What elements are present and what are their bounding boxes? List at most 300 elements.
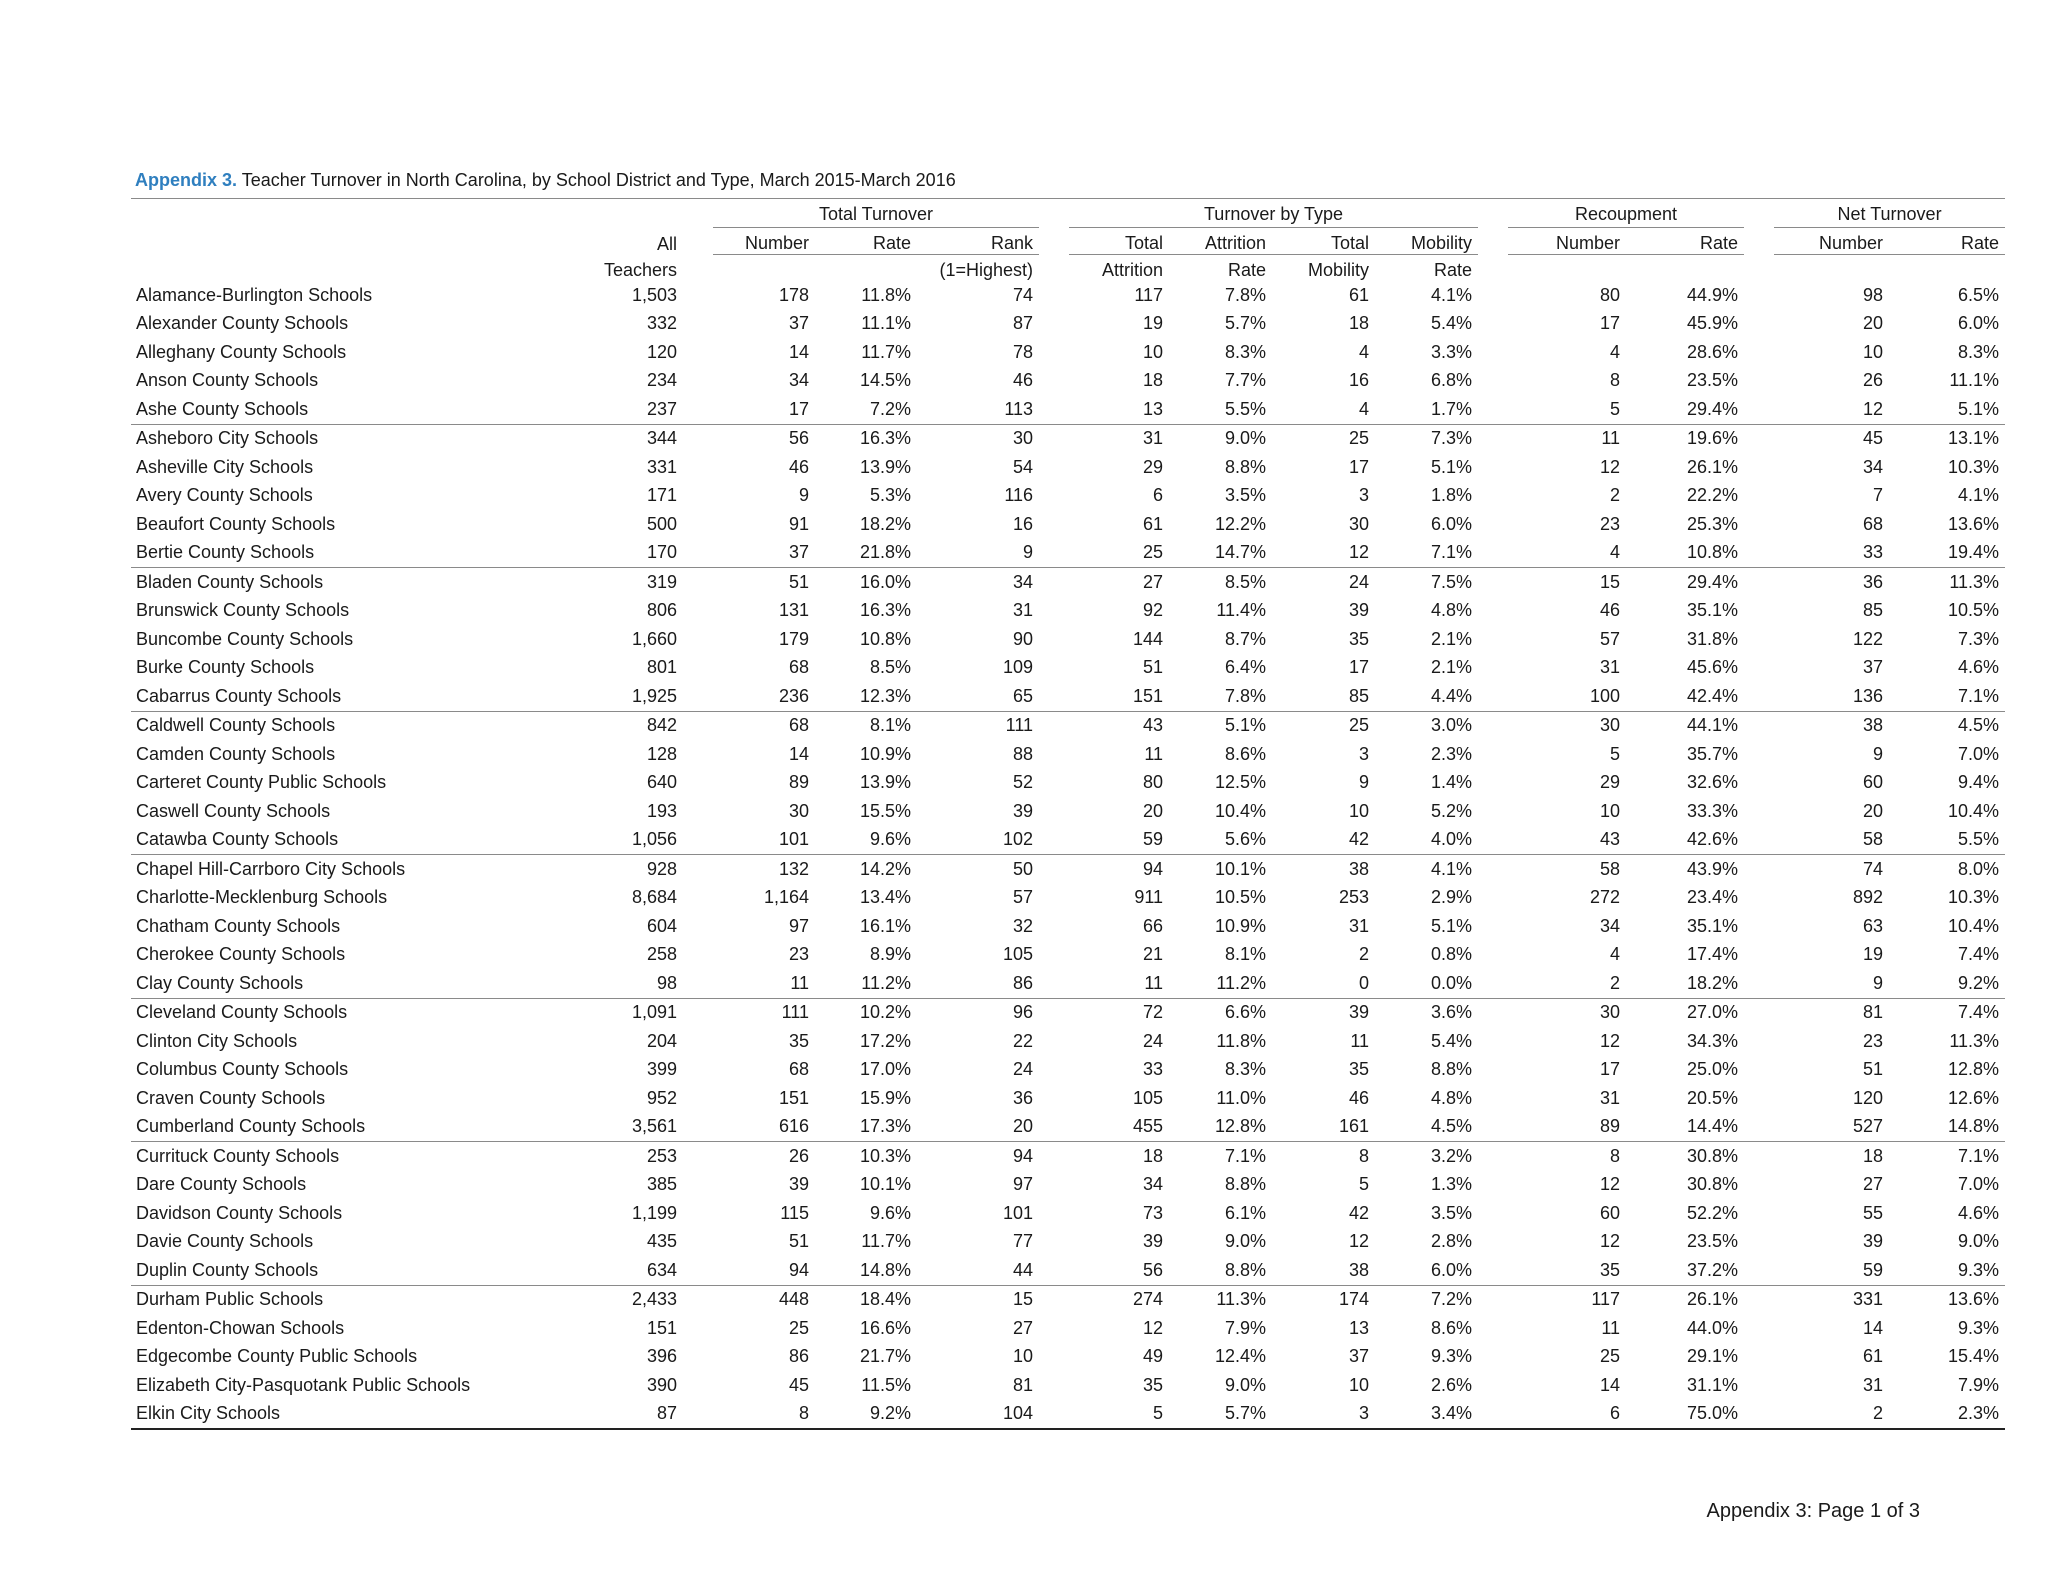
spacer-cell bbox=[1478, 1056, 1508, 1085]
total-rate: 16.1% bbox=[859, 915, 911, 936]
spacer-cell bbox=[1039, 1256, 1069, 1285]
net-rate: 13.6% bbox=[1948, 1289, 2000, 1310]
spacer-cell bbox=[1039, 1171, 1069, 1200]
page-footer: Appendix 3: Page 1 of 3 bbox=[1706, 1500, 1920, 1522]
total-mobility: 13 bbox=[1348, 1317, 1370, 1338]
mobility-rate: 4.5% bbox=[1375, 1113, 1478, 1142]
total-attrition: 18 bbox=[1142, 370, 1164, 391]
total-rate: 11.1% bbox=[861, 313, 911, 334]
net-rate: 10.5% bbox=[1948, 600, 2000, 621]
total-number: 236 bbox=[713, 682, 815, 711]
all-teachers: 1,660 bbox=[631, 628, 677, 649]
total-mobility: 38 bbox=[1272, 1256, 1375, 1285]
recoup-rate: 22.2% bbox=[1686, 485, 1739, 506]
header-net-rate: Rate bbox=[1961, 233, 2000, 253]
spacer-cell bbox=[683, 1256, 713, 1285]
spacer-cell bbox=[1478, 969, 1508, 998]
mobility-rate: 6.0% bbox=[1431, 513, 1473, 534]
spacer-cell bbox=[683, 510, 713, 539]
district-name: Brunswick County Schools bbox=[136, 600, 350, 621]
spacer-cell bbox=[1039, 1285, 1069, 1314]
net-rate: 4.1% bbox=[1958, 485, 2000, 506]
net-number: 527 bbox=[1774, 1113, 1889, 1142]
net-number: 36 bbox=[1863, 571, 1884, 592]
net-number: 10 bbox=[1863, 341, 1884, 362]
total-attrition: 72 bbox=[1142, 1002, 1164, 1023]
net-number: 26 bbox=[1863, 370, 1884, 391]
total-attrition: 13 bbox=[1069, 395, 1169, 424]
table-row bbox=[131, 998, 2005, 1027]
spacer-cell bbox=[1039, 424, 1069, 453]
rank: 96 bbox=[1012, 1002, 1034, 1023]
spacer-cell bbox=[1039, 969, 1069, 998]
column-header-row-2 bbox=[131, 255, 2005, 282]
all-teachers: 1,091 bbox=[631, 1002, 677, 1023]
total-mobility: 17 bbox=[1348, 456, 1370, 477]
all-teachers: 2,433 bbox=[631, 1289, 677, 1310]
spacer-cell bbox=[1478, 453, 1508, 482]
attrition-rate: 10.1% bbox=[1214, 858, 1267, 879]
total-mobility: 31 bbox=[1348, 915, 1370, 936]
mobility-rate: 2.9% bbox=[1431, 887, 1473, 908]
total-rate: 8.1% bbox=[869, 715, 911, 736]
total-rate: 10.3% bbox=[859, 1145, 911, 1166]
total-attrition: 29 bbox=[1142, 456, 1164, 477]
spacer-cell bbox=[1478, 367, 1508, 396]
net-number: 20 bbox=[1863, 800, 1884, 821]
table-row bbox=[131, 1113, 2005, 1142]
table-body bbox=[131, 281, 2005, 1429]
total-rate: 17.0% bbox=[859, 1059, 911, 1080]
total-number: 91 bbox=[788, 513, 809, 534]
recoup-number: 4 bbox=[1610, 944, 1621, 965]
district-name: Davidson County Schools bbox=[136, 1202, 343, 1223]
rank: 101 bbox=[1002, 1202, 1034, 1223]
attrition-rate: 12.5% bbox=[1214, 772, 1267, 793]
attrition-rate: 8.5% bbox=[1224, 571, 1267, 592]
total-number: 115 bbox=[780, 1202, 809, 1223]
spacer-cell bbox=[683, 568, 713, 597]
spacer-cell bbox=[683, 654, 713, 683]
spacer-cell bbox=[1744, 682, 1774, 711]
spacer-cell bbox=[1039, 855, 1069, 884]
total-attrition: 39 bbox=[1142, 1231, 1164, 1252]
net-number: 136 bbox=[1774, 682, 1889, 711]
spacer-cell bbox=[1744, 539, 1774, 568]
mobility-rate: 3.4% bbox=[1375, 1400, 1478, 1430]
recoup-rate: 42.6% bbox=[1626, 826, 1744, 855]
header-attrition-rate: Attrition bbox=[1204, 233, 1267, 253]
district-name: Cleveland County Schools bbox=[136, 1002, 348, 1023]
rank: 105 bbox=[1002, 944, 1034, 965]
spacer-cell bbox=[1744, 740, 1774, 769]
header-teachers: Teachers bbox=[603, 260, 677, 280]
spacer-cell bbox=[1478, 281, 1508, 310]
spacer-cell bbox=[1478, 1343, 1508, 1372]
table-row bbox=[131, 1256, 2005, 1285]
spacer-cell bbox=[1478, 539, 1508, 568]
total-attrition: 21 bbox=[1142, 944, 1164, 965]
attrition-rate: 12.4% bbox=[1214, 1346, 1267, 1367]
recoup-rate: 10.8% bbox=[1626, 539, 1744, 568]
all-teachers: 928 bbox=[646, 858, 677, 879]
spacer-cell bbox=[1478, 682, 1508, 711]
mobility-rate: 1.8% bbox=[1431, 485, 1473, 506]
header-rate: Rate bbox=[872, 233, 911, 253]
spacer-cell bbox=[683, 597, 713, 626]
total-attrition: 34 bbox=[1142, 1174, 1164, 1195]
mobility-rate: 4.1% bbox=[1431, 858, 1473, 879]
all-teachers: 1,199 bbox=[631, 1202, 677, 1223]
district-name: Cabarrus County Schools bbox=[131, 682, 553, 711]
spacer-cell bbox=[1478, 1171, 1508, 1200]
net-number: 9 bbox=[1873, 743, 1884, 764]
spacer-cell bbox=[1744, 1228, 1774, 1257]
total-attrition: 49 bbox=[1142, 1346, 1164, 1367]
recoup-rate: 32.6% bbox=[1686, 772, 1739, 793]
net-number: 60 bbox=[1863, 772, 1884, 793]
table-row bbox=[131, 1056, 2005, 1085]
total-rate: 21.8% bbox=[815, 539, 917, 568]
all-teachers: 952 bbox=[646, 1087, 677, 1108]
all-teachers: 344 bbox=[646, 428, 677, 449]
spacer-cell bbox=[1039, 1228, 1069, 1257]
mobility-rate: 0.8% bbox=[1431, 944, 1473, 965]
header-total-attrition: Total bbox=[1124, 233, 1164, 253]
total-attrition: 61 bbox=[1142, 513, 1164, 534]
spacer-cell bbox=[1039, 539, 1069, 568]
table-row bbox=[131, 1084, 2005, 1113]
mobility-rate: 4.4% bbox=[1375, 682, 1478, 711]
recoup-number: 12 bbox=[1600, 1231, 1621, 1252]
mobility-rate: 3.3% bbox=[1431, 341, 1473, 362]
recoup-rate: 34.3% bbox=[1686, 1030, 1739, 1051]
district-name: Chatham County Schools bbox=[136, 915, 341, 936]
net-rate: 5.1% bbox=[1889, 395, 2005, 424]
total-mobility: 4 bbox=[1272, 395, 1375, 424]
spacer-cell bbox=[1478, 797, 1508, 826]
spacer-cell bbox=[1744, 338, 1774, 367]
rank: 113 bbox=[917, 395, 1039, 424]
total-mobility: 46 bbox=[1348, 1087, 1370, 1108]
mobility-rate: 7.1% bbox=[1375, 539, 1478, 568]
header-attrition: Attrition bbox=[1069, 255, 1169, 282]
recoup-rate: 44.9% bbox=[1686, 284, 1739, 305]
spacer-cell bbox=[1744, 1314, 1774, 1343]
spacer-cell bbox=[1744, 1343, 1774, 1372]
total-attrition: 80 bbox=[1142, 772, 1164, 793]
recoup-number: 117 bbox=[1591, 1289, 1621, 1310]
rank: 39 bbox=[1012, 800, 1034, 821]
total-rate: 11.7% bbox=[861, 341, 911, 362]
total-mobility: 18 bbox=[1348, 313, 1370, 334]
recoup-rate: 75.0% bbox=[1626, 1400, 1744, 1430]
spacer-cell bbox=[683, 1171, 713, 1200]
spacer-cell bbox=[683, 711, 713, 740]
net-rate: 13.1% bbox=[1948, 428, 2000, 449]
mobility-rate: 0.0% bbox=[1375, 969, 1478, 998]
recoup-rate: 35.1% bbox=[1686, 915, 1739, 936]
all-teachers: 193 bbox=[646, 800, 677, 821]
recoup-number: 46 bbox=[1600, 600, 1621, 621]
rank: 54 bbox=[1012, 456, 1034, 477]
district-name: Craven County Schools bbox=[136, 1087, 326, 1108]
all-teachers: 8,684 bbox=[631, 887, 677, 908]
attrition-rate: 14.7% bbox=[1169, 539, 1272, 568]
total-mobility: 4 bbox=[1359, 341, 1370, 362]
total-attrition: 20 bbox=[1142, 800, 1164, 821]
rank: 88 bbox=[1012, 743, 1034, 764]
spacer-cell bbox=[1744, 1371, 1774, 1400]
table-row bbox=[131, 797, 2005, 826]
spacer-cell bbox=[683, 338, 713, 367]
total-mobility: 5 bbox=[1359, 1174, 1370, 1195]
attrition-rate: 7.9% bbox=[1224, 1317, 1267, 1338]
district-name: Durham Public Schools bbox=[136, 1289, 324, 1310]
net-number: 51 bbox=[1863, 1059, 1884, 1080]
total-number: 9 bbox=[798, 485, 809, 506]
attrition-rate: 7.1% bbox=[1224, 1145, 1267, 1166]
recoup-number: 80 bbox=[1600, 284, 1621, 305]
table-row bbox=[131, 682, 2005, 711]
total-rate: 17.2% bbox=[859, 1030, 911, 1051]
total-mobility: 42 bbox=[1348, 1202, 1370, 1223]
spacer-cell bbox=[1478, 998, 1508, 1027]
spacer-cell bbox=[1744, 1142, 1774, 1171]
total-number: 89 bbox=[788, 772, 809, 793]
table-row bbox=[131, 1314, 2005, 1343]
all-teachers: 98 bbox=[553, 969, 683, 998]
total-mobility: 2 bbox=[1359, 944, 1370, 965]
net-rate: 10.4% bbox=[1948, 800, 2000, 821]
all-teachers: 170 bbox=[553, 539, 683, 568]
total-attrition: 911 bbox=[1134, 887, 1164, 908]
spacer-cell bbox=[1039, 625, 1069, 654]
total-attrition: 5 bbox=[1069, 1400, 1169, 1430]
total-number: 56 bbox=[788, 428, 809, 449]
attrition-rate: 8.8% bbox=[1224, 456, 1267, 477]
district-name: Beaufort County Schools bbox=[136, 513, 336, 534]
recoup-number: 14 bbox=[1600, 1374, 1621, 1395]
recoup-number: 100 bbox=[1508, 682, 1626, 711]
spacer-cell bbox=[1478, 884, 1508, 913]
recoup-number: 11 bbox=[1601, 1317, 1621, 1338]
district-name: Catawba County Schools bbox=[131, 826, 553, 855]
total-attrition: 274 bbox=[1132, 1289, 1164, 1310]
total-attrition: 12 bbox=[1142, 1317, 1164, 1338]
net-number: 55 bbox=[1863, 1202, 1884, 1223]
spacer-cell bbox=[683, 395, 713, 424]
net-rate: 19.4% bbox=[1889, 539, 2005, 568]
total-mobility: 12 bbox=[1348, 1231, 1370, 1252]
total-number: 179 bbox=[778, 628, 809, 649]
district-name: Asheboro City Schools bbox=[136, 428, 319, 449]
recoup-rate: 19.6% bbox=[1686, 428, 1739, 449]
total-rate: 17.3% bbox=[815, 1113, 917, 1142]
rank: 9 bbox=[917, 539, 1039, 568]
spacer-cell bbox=[1744, 367, 1774, 396]
total-mobility: 39 bbox=[1348, 600, 1370, 621]
spacer-cell bbox=[1478, 424, 1508, 453]
district-name: Elizabeth City-Pasquotank Public Schools bbox=[136, 1374, 471, 1395]
net-rate: 15.4% bbox=[1948, 1346, 2000, 1367]
recoup-rate: 20.5% bbox=[1686, 1087, 1739, 1108]
total-rate: 5.3% bbox=[869, 485, 911, 506]
group-header-row bbox=[131, 199, 2005, 228]
total-mobility: 42 bbox=[1272, 826, 1375, 855]
recoup-rate: 43.9% bbox=[1686, 858, 1739, 879]
total-mobility: 25 bbox=[1348, 715, 1370, 736]
spacer-cell bbox=[683, 769, 713, 798]
table-row bbox=[131, 281, 2005, 310]
recoup-number: 5 bbox=[1508, 395, 1626, 424]
spacer-cell bbox=[1478, 310, 1508, 339]
district-name: Cherokee County Schools bbox=[136, 944, 346, 965]
total-attrition: 455 bbox=[1069, 1113, 1169, 1142]
table-row bbox=[131, 367, 2005, 396]
table-row bbox=[131, 884, 2005, 913]
all-teachers: 332 bbox=[646, 313, 677, 334]
header-recoup-rate: Rate bbox=[1700, 233, 1739, 253]
total-attrition: 11 bbox=[1144, 743, 1164, 764]
total-rate: 11.8% bbox=[861, 284, 911, 305]
attrition-rate: 6.1% bbox=[1224, 1202, 1267, 1223]
recoup-rate: 30.8% bbox=[1686, 1145, 1739, 1166]
district-name: Anson County Schools bbox=[136, 370, 319, 391]
recoup-rate: 29.4% bbox=[1626, 395, 1744, 424]
net-number: 98 bbox=[1863, 284, 1884, 305]
table-row bbox=[131, 568, 2005, 597]
total-attrition: 24 bbox=[1142, 1030, 1164, 1051]
all-teachers: 237 bbox=[553, 395, 683, 424]
total-rate: 16.6% bbox=[859, 1317, 911, 1338]
net-number: 34 bbox=[1863, 456, 1884, 477]
rank: 36 bbox=[1012, 1087, 1034, 1108]
mobility-rate: 6.8% bbox=[1431, 370, 1473, 391]
rank: 78 bbox=[1012, 341, 1034, 362]
net-rate: 8.3% bbox=[1958, 341, 2000, 362]
table-row bbox=[131, 1199, 2005, 1228]
net-number: 2 bbox=[1774, 1400, 1889, 1430]
spacer-cell bbox=[683, 367, 713, 396]
spacer-cell bbox=[683, 682, 713, 711]
spacer-cell bbox=[1478, 912, 1508, 941]
all-teachers: 385 bbox=[646, 1174, 677, 1195]
recoup-number: 30 bbox=[1600, 1002, 1621, 1023]
net-rate: 13.6% bbox=[1948, 513, 2000, 534]
attrition-rate: 7.8% bbox=[1224, 284, 1267, 305]
spacer-cell bbox=[1478, 941, 1508, 970]
net-number: 331 bbox=[1852, 1289, 1884, 1310]
spacer-cell bbox=[1744, 395, 1774, 424]
table-row bbox=[131, 453, 2005, 482]
rank: 24 bbox=[1012, 1059, 1034, 1080]
recoup-rate: 35.1% bbox=[1686, 600, 1739, 621]
header-mobility: Mobility bbox=[1272, 255, 1375, 282]
total-attrition: 144 bbox=[1132, 628, 1164, 649]
table-row bbox=[131, 1027, 2005, 1056]
total-rate: 9.6% bbox=[815, 826, 917, 855]
district-name: Alleghany County Schools bbox=[136, 341, 347, 362]
net-rate: 5.5% bbox=[1889, 826, 2005, 855]
spacer-cell bbox=[1744, 510, 1774, 539]
attrition-rate: 9.0% bbox=[1224, 428, 1267, 449]
spacer-cell bbox=[1039, 797, 1069, 826]
spacer-cell bbox=[1744, 769, 1774, 798]
net-rate: 6.5% bbox=[1958, 284, 2000, 305]
total-attrition: 56 bbox=[1069, 1256, 1169, 1285]
spacer-cell bbox=[683, 1199, 713, 1228]
mobility-rate: 2.6% bbox=[1431, 1374, 1473, 1395]
spacer-cell bbox=[683, 740, 713, 769]
total-rate: 7.2% bbox=[815, 395, 917, 424]
spacer-cell bbox=[1744, 281, 1774, 310]
recoup-number: 5 bbox=[1610, 743, 1621, 764]
spacer-cell bbox=[1744, 1256, 1774, 1285]
spacer-cell bbox=[1039, 912, 1069, 941]
total-number: 97 bbox=[788, 915, 809, 936]
net-number: 74 bbox=[1863, 858, 1884, 879]
spacer-cell bbox=[1039, 395, 1069, 424]
spacer-cell bbox=[683, 539, 713, 568]
mobility-rate: 4.8% bbox=[1431, 600, 1473, 621]
table-row bbox=[131, 826, 2005, 855]
total-attrition: 33 bbox=[1142, 1059, 1164, 1080]
total-mobility: 85 bbox=[1272, 682, 1375, 711]
total-attrition: 27 bbox=[1142, 571, 1164, 592]
spacer-cell bbox=[1039, 711, 1069, 740]
group-net-turnover: Net Turnover bbox=[1774, 199, 2005, 228]
total-attrition: 94 bbox=[1142, 858, 1164, 879]
recoup-number: 17 bbox=[1600, 1059, 1621, 1080]
spacer-cell bbox=[1039, 367, 1069, 396]
attrition-rate: 5.1% bbox=[1224, 715, 1267, 736]
recoup-rate: 33.3% bbox=[1686, 800, 1739, 821]
table-row bbox=[131, 539, 2005, 568]
net-rate: 4.6% bbox=[1958, 1202, 2000, 1223]
total-mobility: 30 bbox=[1348, 513, 1370, 534]
recoup-rate: 42.4% bbox=[1626, 682, 1744, 711]
recoup-number: 58 bbox=[1600, 858, 1621, 879]
attrition-rate: 7.7% bbox=[1224, 370, 1267, 391]
recoup-rate: 28.6% bbox=[1686, 341, 1739, 362]
spacer-cell bbox=[1744, 654, 1774, 683]
total-attrition: 11 bbox=[1069, 969, 1169, 998]
net-rate: 4.6% bbox=[1958, 657, 2000, 678]
attrition-rate: 10.9% bbox=[1214, 915, 1267, 936]
total-number: 101 bbox=[713, 826, 815, 855]
total-number: 11 bbox=[713, 969, 815, 998]
table-row bbox=[131, 310, 2005, 339]
header-recoup-number: Number bbox=[1556, 233, 1621, 253]
rank: 34 bbox=[1012, 571, 1034, 592]
rank: 116 bbox=[1004, 485, 1034, 506]
spacer-cell bbox=[683, 453, 713, 482]
recoup-rate: 31.8% bbox=[1686, 628, 1739, 649]
net-number: 81 bbox=[1863, 1002, 1884, 1023]
recoup-number: 30 bbox=[1600, 715, 1621, 736]
total-number: 14 bbox=[788, 743, 809, 764]
rank: 109 bbox=[1002, 657, 1034, 678]
recoup-number: 29 bbox=[1600, 772, 1621, 793]
all-teachers: 87 bbox=[553, 1400, 683, 1430]
spacer-cell bbox=[683, 1142, 713, 1171]
total-attrition: 73 bbox=[1142, 1202, 1164, 1223]
attrition-rate: 11.3% bbox=[1216, 1289, 1267, 1310]
mobility-rate: 5.1% bbox=[1431, 456, 1473, 477]
recoup-number: 4 bbox=[1610, 341, 1621, 362]
recoup-rate: 27.0% bbox=[1686, 1002, 1739, 1023]
